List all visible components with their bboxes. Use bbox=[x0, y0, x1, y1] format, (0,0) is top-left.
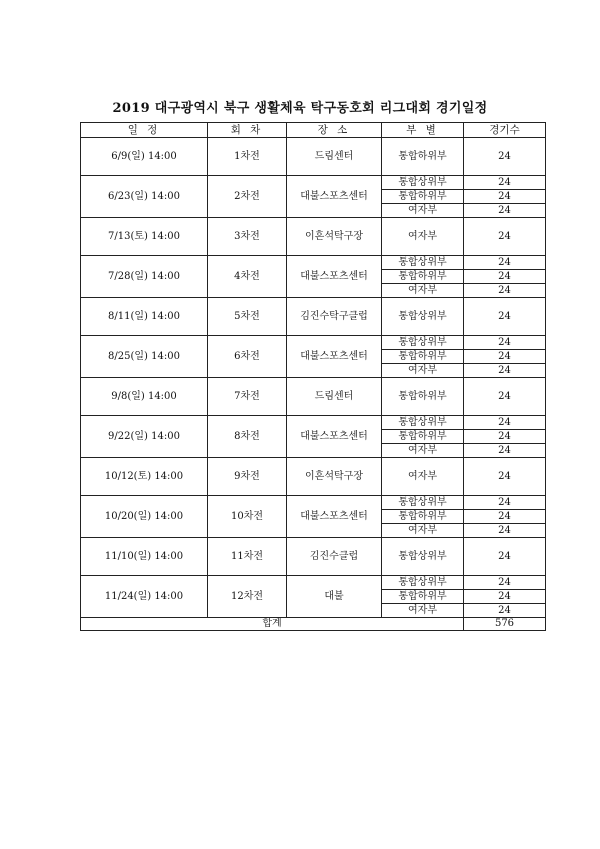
schedule-venue: 대불스포츠센터 bbox=[287, 176, 382, 218]
schedule-division: 통합상위부 bbox=[382, 549, 464, 564]
schedule-round: 9차전 bbox=[208, 458, 287, 496]
schedule-body bbox=[81, 138, 546, 618]
schedule-venue: 김진수클럽 bbox=[287, 538, 382, 576]
schedule-venue: 드림센터 bbox=[287, 378, 382, 416]
schedule-table bbox=[80, 122, 546, 631]
division-spacer bbox=[382, 458, 464, 470]
schedule-date: 11/10(일) 14:00 bbox=[81, 538, 208, 576]
schedule-division: 통합상위부 bbox=[382, 309, 464, 324]
schedule-date: 8/11(일) 14:00 bbox=[81, 298, 208, 336]
division-spacer bbox=[382, 218, 464, 230]
schedule-division: 통합하위부 bbox=[382, 350, 464, 364]
schedule-count: 24 bbox=[464, 389, 546, 404]
schedule-date: 10/20(일) 14:00 bbox=[81, 496, 208, 538]
table-row bbox=[81, 176, 546, 190]
count-spacer bbox=[464, 138, 546, 150]
header-round: 회 차 bbox=[208, 123, 287, 138]
schedule-venue: 대불스포츠센터 bbox=[287, 336, 382, 378]
schedule-count: 24 bbox=[464, 309, 546, 324]
schedule-date: 7/13(토) 14:00 bbox=[81, 218, 208, 256]
header-venue: 장 소 bbox=[287, 123, 382, 138]
schedule-count: 24 bbox=[464, 149, 546, 164]
schedule-count: 24 bbox=[464, 176, 546, 190]
schedule-division: 여자부 bbox=[382, 204, 464, 218]
division-spacer bbox=[382, 564, 464, 576]
total-count: 576 bbox=[464, 618, 546, 631]
header-date: 일 정 bbox=[81, 123, 208, 138]
count-spacer bbox=[464, 164, 546, 176]
header-count: 경기수 bbox=[464, 123, 546, 138]
total-row bbox=[81, 618, 546, 631]
division-spacer bbox=[382, 324, 464, 336]
schedule-venue: 이흔석탁구장 bbox=[287, 218, 382, 256]
schedule-date: 6/23(일) 14:00 bbox=[81, 176, 208, 218]
schedule-count: 24 bbox=[464, 524, 546, 538]
division-spacer bbox=[382, 484, 464, 496]
schedule-division: 통합상위부 bbox=[382, 576, 464, 590]
schedule-count: 24 bbox=[464, 256, 546, 270]
schedule-count: 24 bbox=[464, 576, 546, 590]
schedule-round: 11차전 bbox=[208, 538, 287, 576]
schedule-division: 통합하위부 bbox=[382, 430, 464, 444]
schedule-division: 통합상위부 bbox=[382, 176, 464, 190]
table-row bbox=[81, 218, 546, 230]
schedule-count: 24 bbox=[464, 229, 546, 244]
schedule-round: 3차전 bbox=[208, 218, 287, 256]
header-division: 부 별 bbox=[382, 123, 464, 138]
schedule-division: 통합하위부 bbox=[382, 190, 464, 204]
table-row bbox=[81, 538, 546, 550]
count-spacer bbox=[464, 484, 546, 496]
schedule-count: 24 bbox=[464, 590, 546, 604]
schedule-count: 24 bbox=[464, 336, 546, 350]
division-spacer bbox=[382, 244, 464, 256]
division-spacer bbox=[382, 164, 464, 176]
schedule-count: 24 bbox=[464, 350, 546, 364]
schedule-count: 24 bbox=[464, 549, 546, 564]
schedule-round: 10차전 bbox=[208, 496, 287, 538]
schedule-division: 통합상위부 bbox=[382, 336, 464, 350]
schedule-division: 여자부 bbox=[382, 469, 464, 484]
schedule-division: 통합상위부 bbox=[382, 416, 464, 430]
schedule-division: 통합하위부 bbox=[382, 149, 464, 164]
schedule-division: 여자부 bbox=[382, 524, 464, 538]
schedule-venue: 김진수탁구클럽 bbox=[287, 298, 382, 336]
count-spacer bbox=[464, 404, 546, 416]
schedule-venue: 대불스포츠센터 bbox=[287, 256, 382, 298]
schedule-division: 통합상위부 bbox=[382, 496, 464, 510]
count-spacer bbox=[464, 324, 546, 336]
schedule-round: 5차전 bbox=[208, 298, 287, 336]
schedule-division: 통합하위부 bbox=[382, 590, 464, 604]
schedule-count: 24 bbox=[464, 190, 546, 204]
count-spacer bbox=[464, 244, 546, 256]
total-label: 합계 bbox=[81, 618, 464, 631]
count-spacer bbox=[464, 218, 546, 230]
schedule-date: 7/28(일) 14:00 bbox=[81, 256, 208, 298]
schedule-date: 11/24(일) 14:00 bbox=[81, 576, 208, 618]
schedule-venue: 대불 bbox=[287, 576, 382, 618]
schedule-division: 통합상위부 bbox=[382, 256, 464, 270]
count-spacer bbox=[464, 298, 546, 310]
table-row bbox=[81, 458, 546, 470]
schedule-count: 24 bbox=[464, 270, 546, 284]
table-row bbox=[81, 496, 546, 510]
schedule-date: 10/12(토) 14:00 bbox=[81, 458, 208, 496]
schedule-date: 9/22(일) 14:00 bbox=[81, 416, 208, 458]
schedule-count: 24 bbox=[464, 430, 546, 444]
schedule-count: 24 bbox=[464, 364, 546, 378]
count-spacer bbox=[464, 378, 546, 390]
schedule-date: 9/8(일) 14:00 bbox=[81, 378, 208, 416]
division-spacer bbox=[382, 138, 464, 150]
schedule-date: 6/9(일) 14:00 bbox=[81, 138, 208, 176]
table-row bbox=[81, 298, 546, 310]
division-spacer bbox=[382, 298, 464, 310]
schedule-venue: 대불스포츠센터 bbox=[287, 416, 382, 458]
schedule-round: 2차전 bbox=[208, 176, 287, 218]
count-spacer bbox=[464, 564, 546, 576]
schedule-count: 24 bbox=[464, 510, 546, 524]
schedule-round: 8차전 bbox=[208, 416, 287, 458]
count-spacer bbox=[464, 458, 546, 470]
table-row bbox=[81, 336, 546, 350]
schedule-round: 12차전 bbox=[208, 576, 287, 618]
count-spacer bbox=[464, 538, 546, 550]
schedule-division: 여자부 bbox=[382, 364, 464, 378]
table-row bbox=[81, 256, 546, 270]
schedule-division: 통합하위부 bbox=[382, 510, 464, 524]
table-row bbox=[81, 378, 546, 390]
schedule-date: 8/25(일) 14:00 bbox=[81, 336, 208, 378]
table-row bbox=[81, 138, 546, 150]
schedule-division: 여자부 bbox=[382, 604, 464, 618]
schedule-round: 4차전 bbox=[208, 256, 287, 298]
schedule-round: 6차전 bbox=[208, 336, 287, 378]
division-spacer bbox=[382, 538, 464, 550]
schedule-count: 24 bbox=[464, 416, 546, 430]
schedule-division: 여자부 bbox=[382, 229, 464, 244]
table-header-row bbox=[81, 123, 546, 138]
division-spacer bbox=[382, 378, 464, 390]
schedule-division: 여자부 bbox=[382, 444, 464, 458]
schedule-round: 1차전 bbox=[208, 138, 287, 176]
document-title: 2019 대구광역시 북구 생활체육 탁구동호회 리그대회 경기일정 bbox=[112, 101, 488, 116]
schedule-count: 24 bbox=[464, 469, 546, 484]
schedule-division: 통합하위부 bbox=[382, 389, 464, 404]
schedule-division: 여자부 bbox=[382, 284, 464, 298]
schedule-venue: 드림센터 bbox=[287, 138, 382, 176]
schedule-count: 24 bbox=[464, 444, 546, 458]
schedule-count: 24 bbox=[464, 204, 546, 218]
table-row bbox=[81, 416, 546, 430]
schedule-round: 7차전 bbox=[208, 378, 287, 416]
schedule-count: 24 bbox=[464, 496, 546, 510]
table-row bbox=[81, 576, 546, 590]
schedule-venue: 이흔석탁구장 bbox=[287, 458, 382, 496]
schedule-venue: 대불스포츠센터 bbox=[287, 496, 382, 538]
schedule-division: 통합하위부 bbox=[382, 270, 464, 284]
schedule-count: 24 bbox=[464, 284, 546, 298]
division-spacer bbox=[382, 404, 464, 416]
schedule-count: 24 bbox=[464, 604, 546, 618]
